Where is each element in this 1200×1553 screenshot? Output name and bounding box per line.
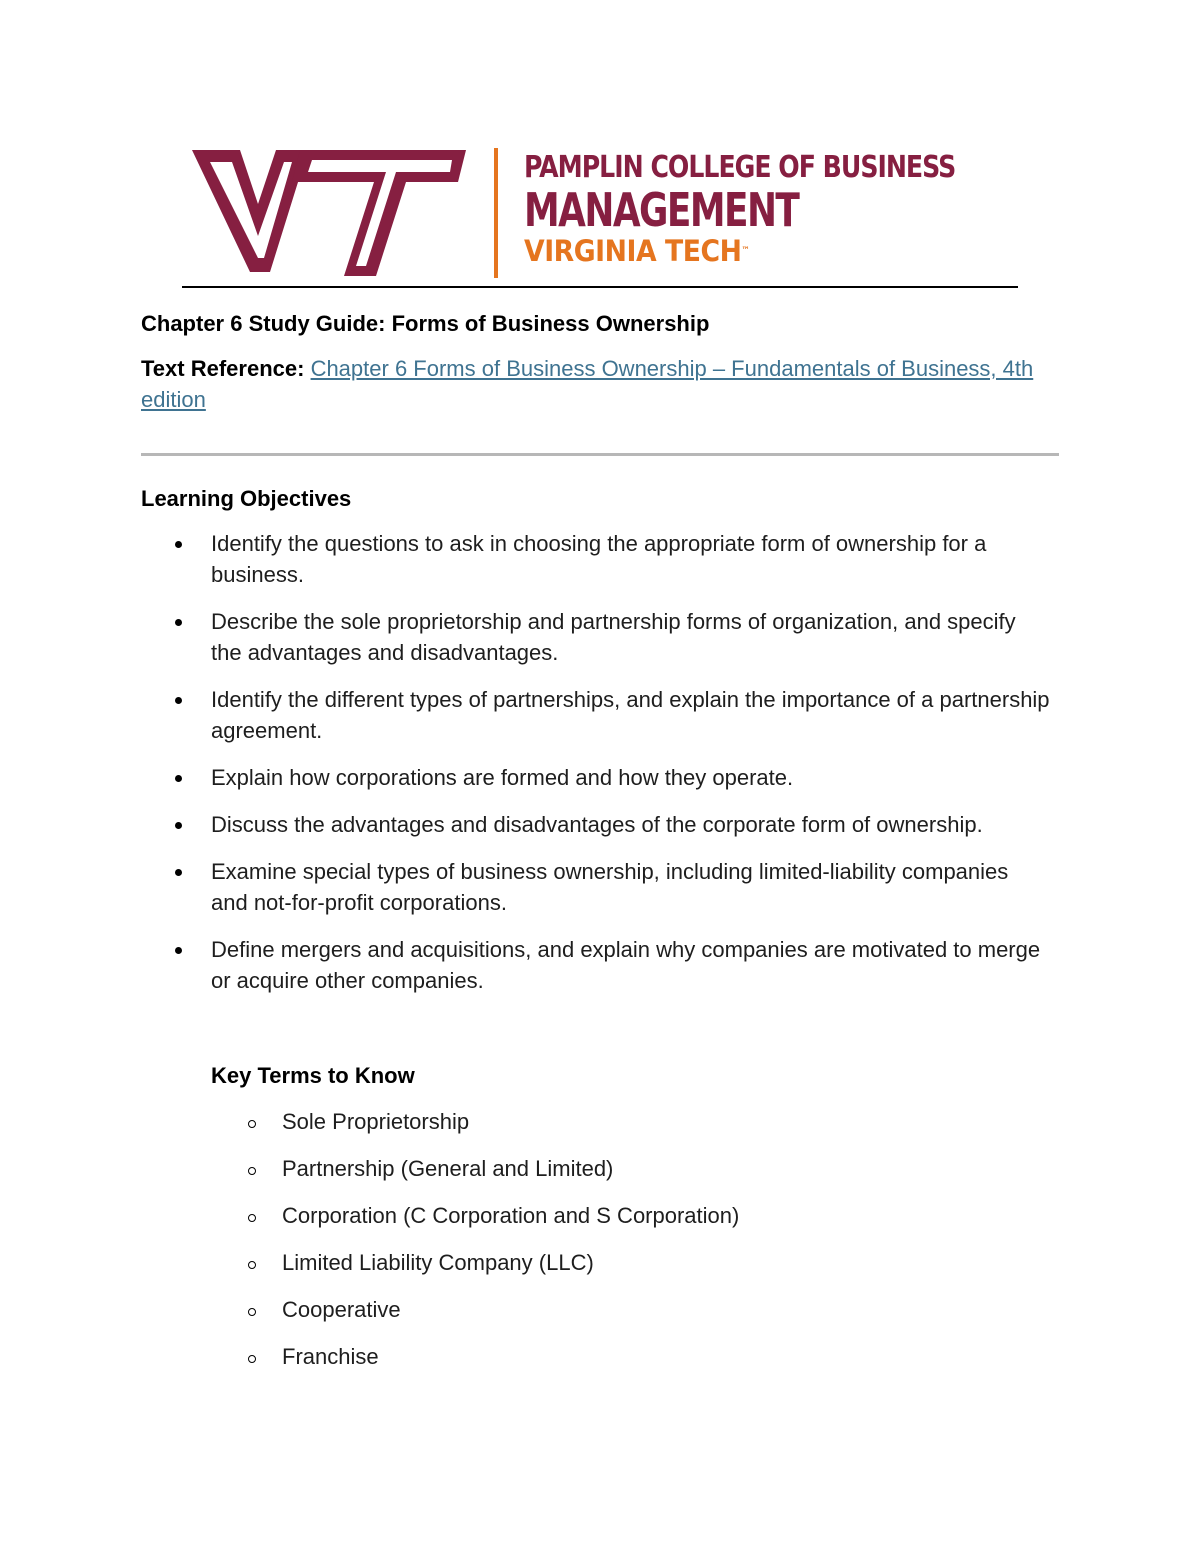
logo-wordmark: [524, 150, 964, 268]
logo-college-name: PAMPLIN COLLEGE OF BUSINESS: [524, 150, 956, 185]
objective-text: Describe the sole proprietorship and partnership forms of organization, and specify the advantages and disadvantages.: [211, 609, 1016, 665]
header-logo: [182, 140, 1018, 290]
list-item: [141, 1294, 1061, 1325]
document-title: Chapter 6 Study Guide: Forms of Business Ownership: [141, 311, 710, 336]
logo-university-text: VIRGINIA TECH: [524, 234, 742, 268]
circle-bullet-icon: [248, 1214, 256, 1222]
logo-divider: [494, 148, 498, 278]
list-item: [141, 528, 1051, 590]
header-divider: [182, 286, 1018, 288]
list-item: [141, 1106, 1061, 1137]
term-text: Cooperative: [282, 1297, 401, 1322]
objective-text: Discuss the advantages and disadvantages of the corporate form of ownership.: [211, 812, 983, 837]
learning-objectives-heading: Learning Objectives: [141, 486, 352, 511]
circle-bullet-icon: [248, 1308, 256, 1316]
key-terms-heading: Key Terms to Know: [211, 1063, 415, 1088]
key-terms-list: [141, 1106, 1061, 1372]
circle-bullet-icon: [248, 1120, 256, 1128]
list-item: [141, 934, 1051, 996]
circle-bullet-icon: [248, 1167, 256, 1175]
vt-logo-mark: [188, 144, 466, 280]
text-reference: [141, 353, 1061, 415]
list-item: [141, 809, 1051, 840]
objective-text: Explain how corporations are formed and how they operate.: [211, 765, 794, 790]
bullet-icon: [175, 869, 182, 876]
logo-trademark: ™: [741, 246, 750, 256]
circle-bullet-icon: [248, 1261, 256, 1269]
list-item: [141, 684, 1051, 746]
objective-text: Define mergers and acquisitions, and explain why companies are motivated to merge or acquire other companies.: [211, 937, 1041, 993]
text-reference-link[interactable]: Chapter 6 Forms of Business Ownership – Fundamentals of Business, 4th edition: [141, 356, 1034, 412]
list-item: [141, 1153, 1061, 1184]
list-item: [141, 762, 1051, 793]
text-reference-label: Text Reference:: [141, 356, 305, 381]
bullet-icon: [175, 822, 182, 829]
term-text: Limited Liability Company (LLC): [282, 1250, 594, 1275]
term-text: Corporation (C Corporation and S Corporation): [282, 1203, 740, 1228]
list-item: [141, 856, 1051, 918]
term-text: Partnership (General and Limited): [282, 1156, 614, 1181]
objective-text: Examine special types of business ownership, including limited-liability companies and not-for-profit corporations.: [211, 859, 1009, 915]
learning-objectives-list: [141, 528, 1061, 996]
bullet-icon: [175, 775, 182, 782]
term-text: Franchise: [282, 1344, 379, 1369]
term-text: Sole Proprietorship: [282, 1109, 470, 1134]
objective-text: Identify the different types of partnerships, and explain the importance of a partnership agreement.: [211, 687, 1050, 743]
section-divider: [141, 453, 1059, 456]
list-item: [141, 1341, 1061, 1372]
logo-department: MANAGEMENT: [524, 183, 799, 237]
bullet-icon: [175, 697, 182, 704]
list-item: [141, 606, 1051, 668]
objective-text: Identify the questions to ask in choosing the appropriate form of ownership for a business.: [211, 531, 987, 587]
circle-bullet-icon: [248, 1355, 256, 1363]
bullet-icon: [175, 541, 182, 548]
logo-university: [524, 234, 929, 268]
list-item: [141, 1200, 1061, 1231]
bullet-icon: [175, 619, 182, 626]
bullet-icon: [175, 947, 182, 954]
document-body: [141, 308, 1061, 1388]
list-item: [141, 1247, 1061, 1278]
